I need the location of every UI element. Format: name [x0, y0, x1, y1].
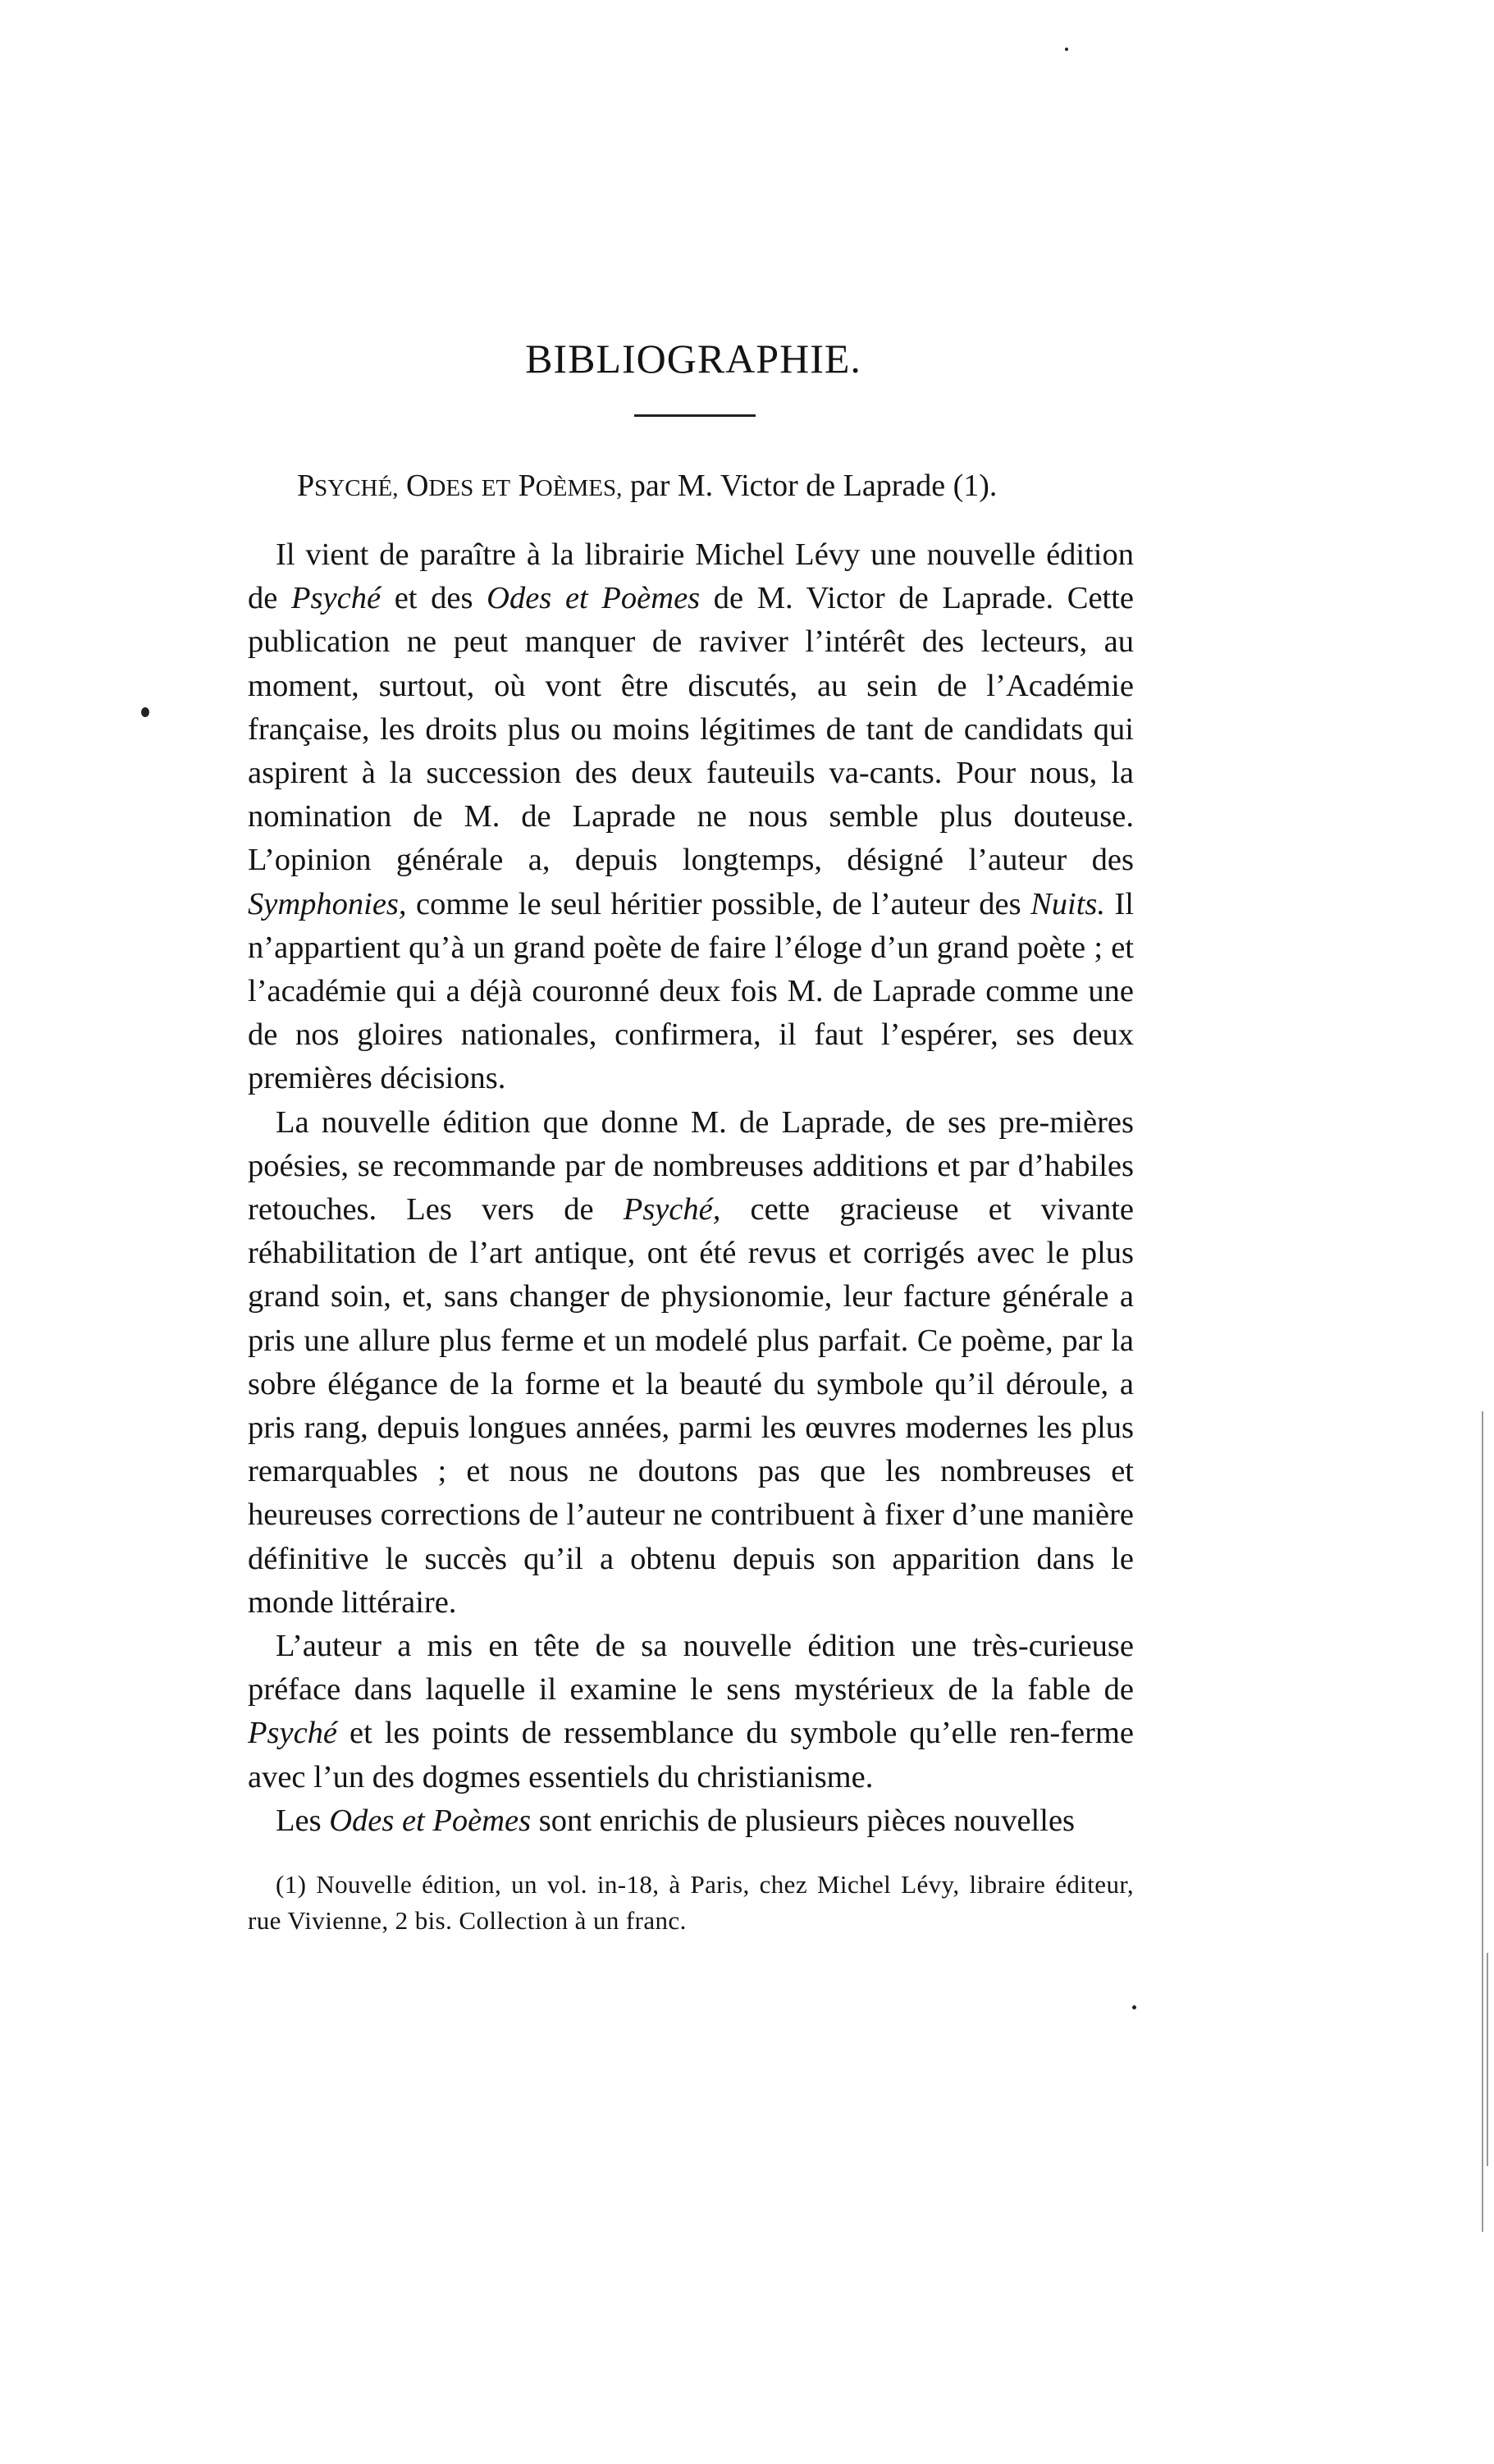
paragraph-1-text-3: de M. Victor de Laprade. Cette publication ne peut manquer de raviver l’intérêt des lecteurs, au moment, surtout, où vont être discutés, au sein de l’Académie française, les droits plus ou moins légitimes de tant de candidats qui aspirent à la succession des deux fauteuils va-cants. Pour nous, la nomination de M. de Laprade ne nous semble plus douteuse. L’opinion générale a, depuis longtemps, désigné l’auteur des: [248, 581, 1135, 878]
heading-odes-initial: O: [405, 469, 429, 503]
paragraph-1: [248, 533, 1134, 1101]
scan-speck: [1132, 2005, 1136, 2009]
paragraph-1-italic-3: Symphonies,: [248, 886, 407, 921]
paragraph-2: [248, 1101, 1134, 1625]
paragraph-1-text-5: Il n’appartient qu’à un grand poète de faire l’éloge d’un grand poète ; et l’académie qui a déjà couronné deux fois M. de Laprade comme une de nos gloires nationales, confirmera, il faut l’espérer, ses deux premières décisions.: [248, 886, 1134, 1096]
heading-poemes-rest: OÈMES,: [535, 475, 623, 501]
heading-author: par M. Victor de Laprade (1).: [629, 469, 998, 503]
heading-poemes-initial: P: [518, 469, 536, 503]
paragraph-3-italic-1: Psyché: [248, 1716, 338, 1751]
paragraph-4-text-2: sont enrichis de plusieurs pièces nouvelles: [531, 1803, 1076, 1838]
paragraph-3-text-1: L’auteur a mis en tête de sa nouvelle édition une très-curieuse préface dans laquelle il examine le sens mystérieux de la fable de: [248, 1629, 1134, 1707]
paragraph-3: [248, 1625, 1134, 1799]
page-title: BIBLIOGRAPHIE.: [525, 336, 861, 382]
scan-edge-line: [1482, 1411, 1483, 2232]
scan-speck: [141, 707, 149, 717]
paragraph-1-italic-2: Odes et Poèmes: [487, 581, 701, 616]
paragraph-4-italic-1: Odes et Poèmes: [329, 1803, 532, 1838]
paragraph-1-text-4: comme le seul héritier possible, de l’auteur des: [406, 886, 1031, 921]
paragraph-1-text-1: Il vient de paraître à la librairie Michel Lévy une nouvelle édition de: [248, 537, 1134, 616]
title-rule: [634, 414, 756, 417]
heading-psyche-initial: P: [297, 469, 315, 503]
scan-edge-line: [1487, 1953, 1488, 2166]
paragraph-4-text-1: Les: [276, 1803, 330, 1838]
paragraph-1-italic-4: Nuits.: [1030, 886, 1106, 921]
heading-odes-rest: DES: [428, 475, 474, 501]
paragraph-2-italic-1: Psyché,: [623, 1192, 721, 1227]
heading-psyche-rest: SYCHÉ,: [314, 475, 399, 501]
scan-speck: [1065, 48, 1068, 51]
paragraph-4: [248, 1799, 1134, 1843]
paragraph-3-text-2: et les points de ressemblance du symbole qu’elle ren-ferme avec l’un des dogmes essentiels du christianisme.: [248, 1716, 1134, 1794]
article-body: [248, 533, 1134, 1843]
paragraph-2-text-2: cette gracieuse et vivante réhabilitation de l’art antique, ont été revus et corrigés avec le plus grand soin, et, sans changer de physionomie, leur facture générale a pris une allure plus ferme et un modelé plus parfait. Ce poème, par la sobre élégance de la forme et la beauté du symbole qu’il déroule, a pris rang, depuis longues années, parmi les œuvres modernes les plus remarquables ; et nous ne doutons pas que les nombreuses et heureuses corrections de l’auteur ne contribuent à fixer d’une manière définitive le succès qu’il a obtenu depuis son apparition dans le monde littéraire.: [248, 1192, 1134, 1620]
paragraph-1-italic-1: Psyché: [291, 581, 381, 616]
paragraph-2-text-1: La nouvelle édition que donne M. de Laprade, de ses pre-mières poésies, se recommande par de nombreuses additions et par d’habiles retouches. Les vers de: [248, 1104, 1134, 1227]
heading-et: ET: [481, 475, 511, 501]
footnote-text: (1) Nouvelle édition, un vol. in-18, à Paris, chez Michel Lévy, libraire éditeur, rue Vivienne, 2 bis. Collection à un franc.: [248, 1870, 1134, 1935]
paragraph-1-text-2: et des: [381, 581, 487, 616]
review-heading: [297, 468, 997, 504]
footnote: [248, 1867, 1134, 1939]
